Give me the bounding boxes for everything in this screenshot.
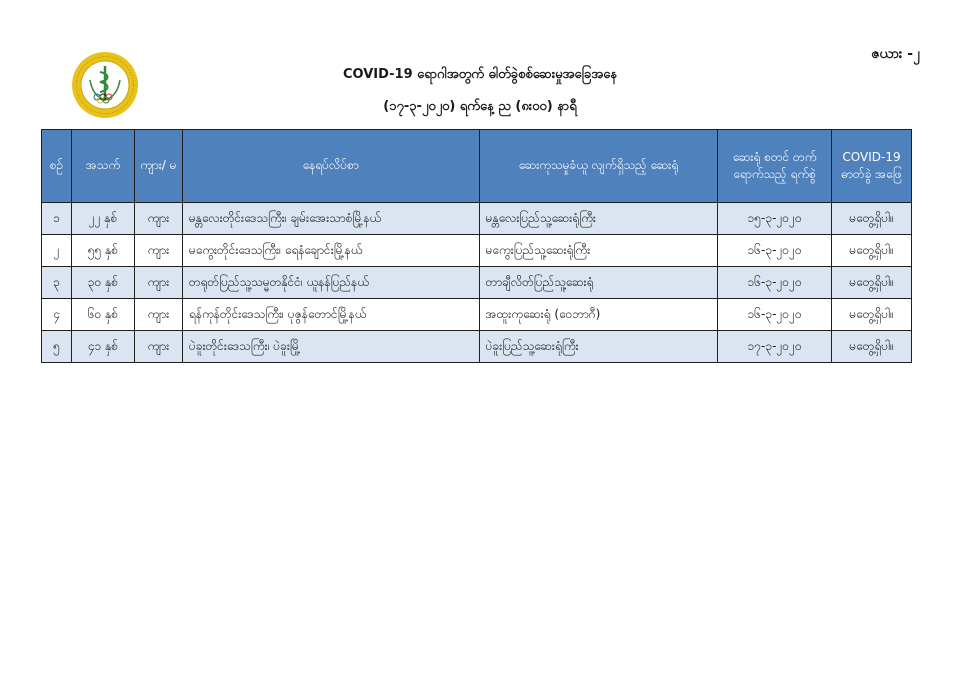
cell-hospital: တာချီလိတ်ပြည်သူ့ဆေးရုံ <box>479 267 718 299</box>
table-row <box>42 267 912 299</box>
cell-address: ရန်ကုန်တိုင်းဒေသကြီး၊ ပုဇွန်တောင်မြို့နယ် <box>182 299 479 331</box>
cell-no: ၄ <box>42 299 72 331</box>
page-number-label: ဇယား -၂ <box>871 46 920 62</box>
cell-admit-date: ၁၆-၃-၂၀၂၀ <box>718 267 832 299</box>
cell-age: ၅၅ နှစ် <box>71 235 134 267</box>
cell-hospital: မကွေးပြည်သူ့ဆေးရုံကြီး <box>479 235 718 267</box>
header-no: စဉ် <box>42 130 72 203</box>
cell-sex: ကျား <box>134 299 182 331</box>
cell-hospital: အထူးကုဆေးရုံ (ဝေဘာဂီ) <box>479 299 718 331</box>
cell-address: တရုတ်ပြည်သူ့သမ္မတနိုင်ငံ၊ ယူနန်ပြည်နယ် <box>182 267 479 299</box>
cell-result: မတွေ့ရှိပါ။ <box>832 267 912 299</box>
cell-result: မတွေ့ရှိပါ။ <box>832 299 912 331</box>
cell-age: ၂၂ နှစ် <box>71 203 134 235</box>
table-row <box>42 331 912 363</box>
cell-address: ပဲခူးတိုင်းဒေသကြီး၊ ပဲခူးမြို့ <box>182 331 479 363</box>
cell-hospital: မန္တလေးပြည်သူ့ဆေးရုံကြီး <box>479 203 718 235</box>
cell-hospital: ပဲခူးပြည်သူ့ဆေးရုံကြီး <box>479 331 718 363</box>
table-row <box>42 299 912 331</box>
cell-sex: ကျား <box>134 203 182 235</box>
cell-admit-date: ၁၆-၃-၂၀၂၀ <box>718 235 832 267</box>
cell-admit-date: ၁၇-၃-၂၀၂၀ <box>718 331 832 363</box>
cell-admit-date: ၁၅-၃-၂၀၂၀ <box>718 203 832 235</box>
cell-admit-date: ၁၆-၃-၂၀၂၀ <box>718 299 832 331</box>
table-header-row <box>42 130 912 203</box>
table-row <box>42 235 912 267</box>
cell-result: မတွေ့ရှိပါ။ <box>832 203 912 235</box>
cell-sex: ကျား <box>134 235 182 267</box>
header-age: အသက် <box>71 130 134 203</box>
cell-no: ၃ <box>42 267 72 299</box>
covid-test-table <box>41 129 912 363</box>
header-sex: ကျား/ မ <box>134 130 182 203</box>
header-result: COVID-19 ဓာတ်ခွဲ အဖြေ <box>832 130 912 203</box>
cell-result: မတွေ့ရှိပါ။ <box>832 331 912 363</box>
header-admit-date: ဆေးရုံ စတင် တက်ရောက်သည့် ရက်စွဲ <box>718 130 832 203</box>
header-address: နေရပ်လိပ်စာ <box>182 130 479 203</box>
cell-age: ၃၀ နှစ် <box>71 267 134 299</box>
table-row <box>42 203 912 235</box>
report-date-time: (၁၇-၃-၂၀၂၀) ရက်နေ့ ည (၈း၀၀) နာရီ <box>383 99 577 114</box>
cell-address: မကွေးတိုင်းဒေသကြီး၊ ရေနံချောင်းမြို့နယ် <box>182 235 479 267</box>
cell-no: ၅ <box>42 331 72 363</box>
cell-sex: ကျား <box>134 267 182 299</box>
cell-address: မန္တလေးတိုင်းဒေသကြီး၊ ချမ်းအေးသာစံမြို့နယ် <box>182 203 479 235</box>
header-hospital: ဆေးကုသမှုခံယူ လျက်ရှိသည့် ဆေးရုံ <box>479 130 718 203</box>
cell-no: ၂ <box>42 235 72 267</box>
cell-age: ၆၀ နှစ် <box>71 299 134 331</box>
report-title: COVID-19 ရောဂါအတွက် ဓါတ်ခွဲစစ်ဆေးမှုအခြေအနေ <box>342 67 618 82</box>
cell-sex: ကျား <box>134 331 182 363</box>
cell-no: ၁ <box>42 203 72 235</box>
cell-result: မတွေ့ရှိပါ။ <box>832 235 912 267</box>
cell-age: ၄၁ နှစ် <box>71 331 134 363</box>
